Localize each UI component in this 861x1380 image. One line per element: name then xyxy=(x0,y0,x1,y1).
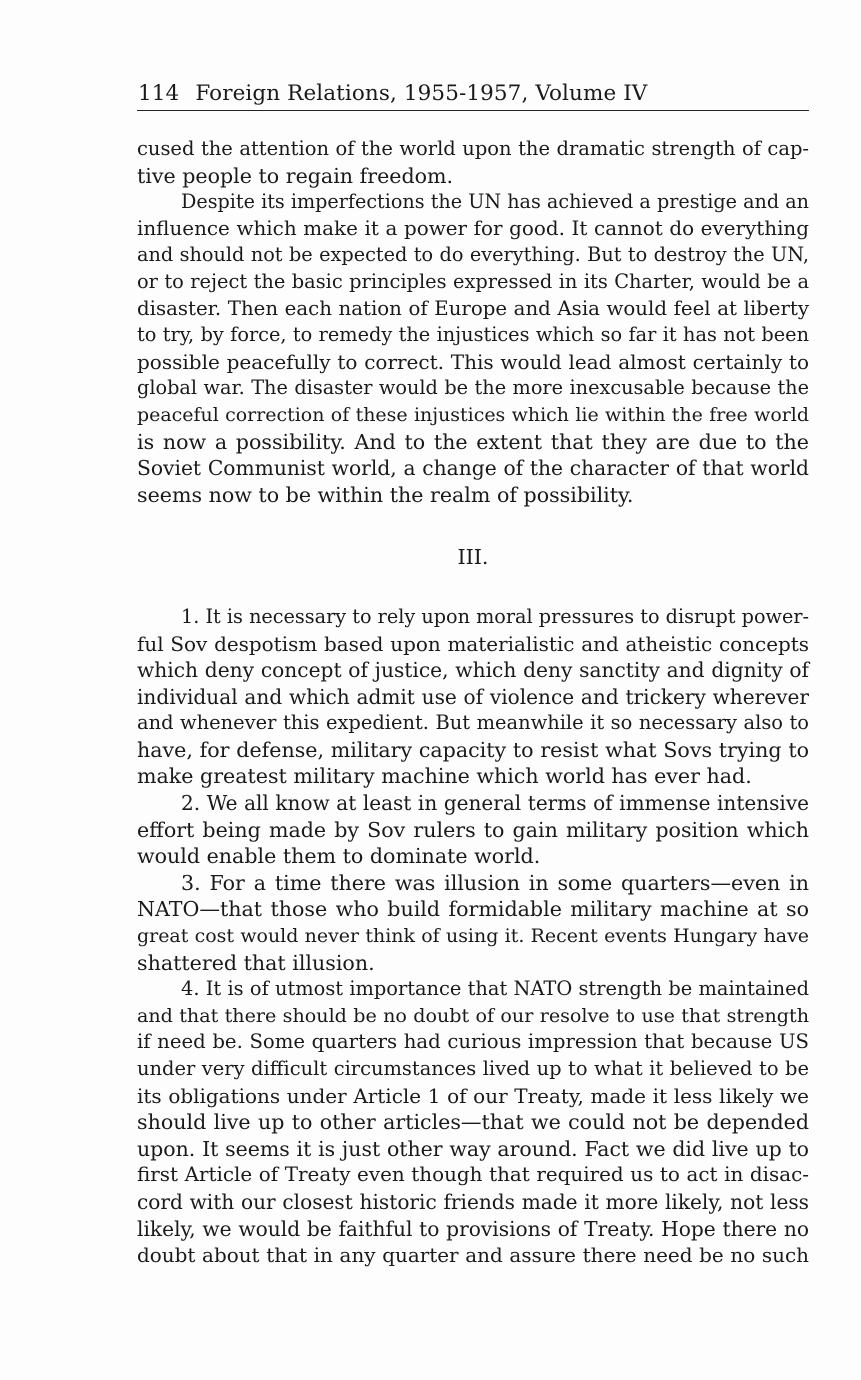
text-line: cused the attention of the world upon the dramatic strength of cap- xyxy=(137,137,809,160)
text-line: global war. The disaster would be the more inexcusable because the xyxy=(137,376,809,400)
text-line: Soviet Communist world, a change of the character of that world xyxy=(137,456,809,481)
text-line: disaster. Then each nation of Europe and Asia would feel at liberty xyxy=(137,296,809,320)
running-title: Foreign Relations, 1955-1957, Volume IV xyxy=(195,81,648,106)
text-line: its obligations under Article 1 of our Treaty, made it less likely we xyxy=(137,1083,809,1108)
text-line: NATO—that those who build formidable military machine at so xyxy=(137,897,809,922)
paragraph xyxy=(137,604,809,790)
text-line: tive people to regain freedom. xyxy=(137,163,454,188)
text-line: 1. It is necessary to rely upon moral pressures to disrupt power- xyxy=(181,604,809,628)
paragraph xyxy=(137,189,809,508)
running-header xyxy=(137,80,809,111)
top-paragraphs xyxy=(137,136,809,508)
text-line: influence which make it a power for good. It cannot do everything xyxy=(137,216,809,240)
text-line: possible peacefully to correct. This would lead almost certainly to xyxy=(137,349,809,374)
text-line: shattered that illusion. xyxy=(137,950,375,975)
section-paragraphs xyxy=(137,604,809,1269)
paragraph xyxy=(137,790,809,870)
text-line: individual and which admit use of violence and trickery wherever xyxy=(137,684,809,709)
text-line: if need be. Some quarters had curious impression that because US xyxy=(137,1030,809,1054)
text-line: 4. It is of utmost importance that NATO strength be maintained xyxy=(181,977,809,1001)
page-number: 114 xyxy=(138,81,180,106)
text-line: make greatest military machine which world has ever had. xyxy=(137,764,752,789)
text-line: seems now to be within the realm of possibility. xyxy=(137,482,634,507)
paragraph xyxy=(137,976,809,1269)
paragraph xyxy=(137,136,809,189)
text-line: and whenever this expedient. But meanwhile it so necessary also to xyxy=(137,711,809,735)
header-text xyxy=(138,80,647,108)
text-line: under very difficult circumstances lived up to what it believed to be xyxy=(137,1057,809,1080)
body-text xyxy=(137,136,809,1269)
text-line: to try, by force, to remedy the injustices which so far it has not been xyxy=(137,323,809,347)
text-line: would enable them to dominate world. xyxy=(137,844,541,869)
text-line: have, for defense, military capacity to resist what Sovs trying to xyxy=(137,737,809,762)
text-line: ful Sov despotism based upon materialistic and atheistic concepts xyxy=(137,631,809,656)
text-line: cord with our closest historic friends made it more likely, not less xyxy=(137,1189,809,1214)
text-line: doubt about that in any quarter and assure there need be no such xyxy=(137,1243,809,1268)
text-line: 3. For a time there was illusion in some quarters—even in xyxy=(181,870,809,895)
text-line: should live up to other articles—that we could not be depended xyxy=(137,1110,809,1135)
text-line: peaceful correction of these injustices which lie within the free world xyxy=(137,403,809,426)
text-line: Despite its imperfections the UN has achieved a prestige and an xyxy=(181,190,809,214)
text-line: likely, we would be faithful to provisions of Treaty. Hope there no xyxy=(137,1216,809,1241)
paragraph xyxy=(137,870,809,976)
text-line: effort being made by Sov rulers to gain military position which xyxy=(137,817,809,842)
text-line: great cost would never think of using it. Recent events Hungary have xyxy=(137,925,809,948)
text-line: or to reject the basic principles expressed in its Charter, would be a xyxy=(137,269,809,293)
section-heading: III. xyxy=(457,545,489,570)
text-line: and that there should be no doubt of our resolve to use that strength xyxy=(137,1003,809,1027)
text-line: first Article of Treaty even though that required us to act in disac- xyxy=(137,1163,809,1187)
text-line: and should not be expected to do everything. But to destroy the UN, xyxy=(137,243,809,267)
text-line: 2. We all know at least in general terms of immense intensive xyxy=(181,791,809,816)
text-line: is now a possibility. And to the extent that they are due to the xyxy=(137,429,809,454)
text-line: which deny concept of justice, which deny sanctity and dignity of xyxy=(137,658,809,683)
text-line: upon. It seems it is just other way around. Fact we did live up to xyxy=(137,1136,809,1161)
